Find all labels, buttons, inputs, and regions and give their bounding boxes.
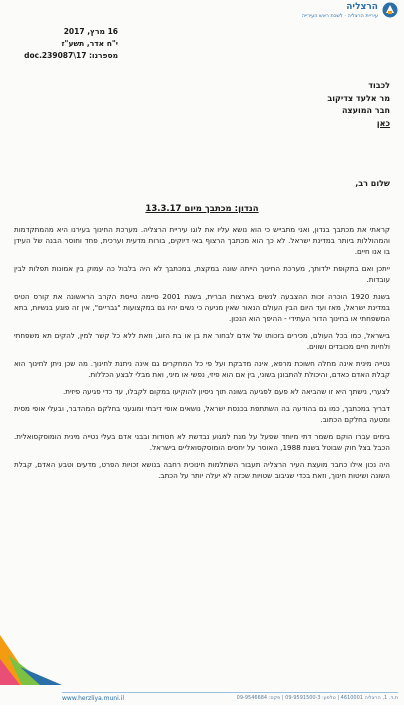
reference-line xyxy=(6,50,118,62)
reference-label: מספרנו: xyxy=(89,51,118,60)
addressee-name: מר אלעד צדיקוב xyxy=(327,93,390,103)
letter-footer xyxy=(62,692,398,705)
logo-subtitle: עיריית הרצליה · לשכת ראש העירייה xyxy=(301,13,378,19)
reference-number: doc.239087\17 xyxy=(24,51,87,60)
body-paragraph: היה נכון אילו כחבר מועצת העיר הרצליה תעבור השתלמות חינוכית רחבה בנושא זכויות הפרט, מדעים וטבע האדם, קבלת השונה ושיטות חינוך, וזאת בכדי שגיבוב שטויות שכזה לא יעלה יותר על הכתב. xyxy=(14,460,390,480)
letter-date: 16 מרץ, 2017 xyxy=(63,27,118,36)
addressee-to-label: לכבוד xyxy=(368,81,390,90)
decorative-corner-graphic xyxy=(0,615,62,685)
addressee-block xyxy=(250,80,390,130)
herzliya-emblem-icon xyxy=(382,2,398,18)
body-paragraph: בישראל, כמו בכל העולם, מכירים בזכותו של אדם לבחור את בן או בת הזוג, וזאת ללא כל קשר למין, להקים תא משפחתי ולחיות חיים מכובדים ושווים. xyxy=(14,331,390,351)
letter-hebrew-date: י"ח אדר, תשע"ז xyxy=(61,39,118,48)
letter-body xyxy=(14,224,390,487)
footer-contact: ת.ד. 1, הרצליה 4610001 | טלפון: 09-9591500-3 | פקס: 09-9546684 xyxy=(236,695,398,701)
body-paragraph: בימים עברו הוקם משמר דתי מיוחד שפעל על מנת למגוע נבדשת לא חסודות ובבני אדם בעלי נטייה מינית הומוסקסואלית. הכבל בצל חוק שבוטל בשנת 1988, האוסר על יחסים הומוסקסואליים בישראל. xyxy=(14,432,390,452)
greeting: שלום רב, xyxy=(355,179,390,188)
body-paragraph: דבריך במכתבך, כמו גם בהודעה בה השתתפת בכנסת ישראל, נושאים אופי דיבתי ומוגעני בחלקם המהדבר, ובעלי אופי מסית ומטעה בחלקם הכתוב. xyxy=(14,404,390,424)
footer-website: www.herzliya.muni.il xyxy=(62,695,125,702)
body-paragraph: נטייה מינית אינה מחלה חשוכת מרפא, אינה מדבקת ועל פי כל המחקרים גם אינה ניתנת לחינוך. מה שכן ניתן לחינוך הוא קבלת האדם כאדם, והיכולת להתבונן בשוני, בין אם הוא פיזי, נפשי או מיני, ואת מבלי לבצע הכללות. xyxy=(14,359,390,379)
body-paragraph: קראתי את מכתבך בנדון, ואני מתבייש כי הוא נושא עליו את לוגו עיריית הרצליה. מערכת החינוך בעירנו היא מהמתקדמות והמהוללות ביותר במדינת ישראל. לא כך הוא מכתבך הרצוף באי דיוקים, בורות מדעית וערכית, פחד וחוסר הבנה של העידן בו אנו חיים. xyxy=(14,225,390,256)
body-paragraph: ייתכן ואם בתקופת ילדותך, מערכת החינוך הייתה שונה במקצת, במכתבך לא היה בלבול כה עמוק בין אמונות תפלות לבין עובדות. xyxy=(14,264,390,284)
subject-line: הנדון: מכתבך מיום 13.3.17 xyxy=(145,204,259,214)
letter-meta xyxy=(6,26,118,62)
body-paragraph: לצערי, נישתך היא זו שהביאה לא פעם לפגיעה בשונה תוך ניסיון להוקיעו במקום לקבלו, עד כדי פגיעה פיזית. xyxy=(62,387,390,396)
addressee-place: כאן xyxy=(376,118,390,128)
bottom-margin xyxy=(0,705,404,720)
logo-name: הרצליה xyxy=(346,2,378,12)
addressee-title: חבר המועצה xyxy=(341,106,390,115)
body-paragraph: בשנת 1920 הוכרה זכות ההצבעה לנשים בארצות הברית, בשנת 2001 סיימה טייסת הקרב הראשונה את קורס הטיס במדינת ישראל, מאז ועד היום הבין העולם הנאור שאין מניעה כי נשים יהיו גם במקצועות "גבריים", אין זה פוגע בנשיות, בתא המשפחתי או בחינוך הדור העתידי - ההיפך הוא הנכון. xyxy=(14,292,390,323)
